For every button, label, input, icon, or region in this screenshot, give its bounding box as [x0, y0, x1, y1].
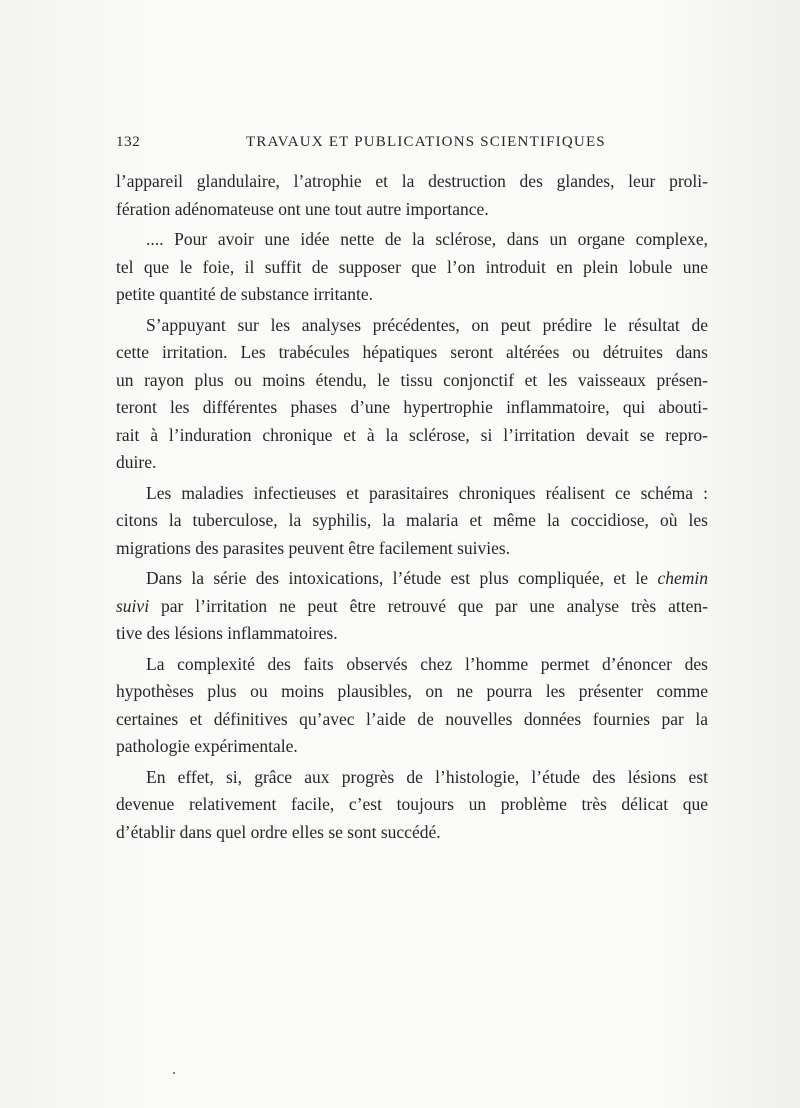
text-line: l’appareil glandulaire, l’atrophie et la destruction des glandes, leur proli-: [116, 171, 708, 191]
paragraph-3: [116, 312, 708, 477]
paragraph-4: [116, 480, 708, 563]
text-line: un rayon plus ou moins étendu, le tissu conjonctif et les vaisseaux présen-: [116, 369, 708, 390]
text-line: Les maladies infectieuses et parasitaires chroniques réalisent ce schéma :: [146, 482, 708, 503]
running-header: [116, 134, 708, 154]
text-line: petite quantité de substance irritante.: [116, 284, 374, 304]
text-line: [116, 565, 708, 593]
text-line: teront les différentes phases d’une hypertrophie inflammatoire, qui abouti-: [116, 397, 708, 417]
text-line: hypothèses plus ou moins plausibles, on ne pourra les présenter comme: [116, 681, 708, 701]
page-number: 132: [116, 134, 141, 150]
text-line: migrations des parasites peuvent être facilement suivies.: [116, 537, 511, 558]
italic-term: chemin: [657, 568, 708, 588]
paragraph-7: [116, 764, 708, 847]
paragraph-5: [116, 565, 708, 648]
text-line: S’appuyant sur les analyses précédentes, on peut prédire le résultat de: [146, 314, 708, 335]
italic-term: suivi: [116, 595, 150, 616]
text-line: d’établir dans quel ordre elles se sont succédé.: [116, 821, 441, 842]
text-segment: Dans la série des intoxications, l’étude est plus compliquée, et le: [146, 568, 649, 588]
text-line: fération adénomateuse ont une tout autre importance.: [116, 198, 489, 219]
text-line: citons la tuberculose, la syphilis, la malaria et même la coccidiose, où les: [116, 510, 708, 530]
paragraph-1: [116, 168, 708, 223]
text-line: [116, 593, 708, 621]
text-line: cette irritation. Les trabécules hépatiques seront altérées ou détruites dans: [116, 342, 708, 362]
text-line: devenue relativement facile, c’est toujours un problème très délicat que: [116, 794, 708, 814]
text-line: tive des lésions inflammatoires.: [116, 623, 338, 643]
paragraph-6: [116, 651, 708, 761]
text-line: En effet, si, grâce aux progrès de l’histologie, l’étude des lésions est: [146, 766, 708, 787]
body-text: [116, 168, 708, 849]
print-speck: [173, 1072, 175, 1074]
running-title: TRAVAUX ET PUBLICATIONS SCIENTIFIQUES: [246, 134, 606, 150]
text-segment: par l’irritation ne peut être retrouvé que par une analyse très atten-: [160, 595, 708, 616]
text-line: tel que le foie, il suffit de supposer que l’on introduit en plein lobule une: [116, 256, 708, 277]
text-line: certaines et définitives qu’avec l’aide de nouvelles données fournies par la: [116, 708, 708, 729]
text-line: La complexité des faits observés chez l’homme permet d’énoncer des: [146, 653, 708, 674]
paragraph-2: [116, 226, 708, 309]
text-line: rait à l’induration chronique et à la sclérose, si l’irritation devait se repro-: [116, 424, 708, 445]
text-line: .... Pour avoir une idée nette de la sclérose, dans un organe complexe,: [146, 229, 708, 249]
text-line: duire.: [116, 452, 157, 472]
text-line: pathologie expérimentale.: [116, 736, 298, 756]
